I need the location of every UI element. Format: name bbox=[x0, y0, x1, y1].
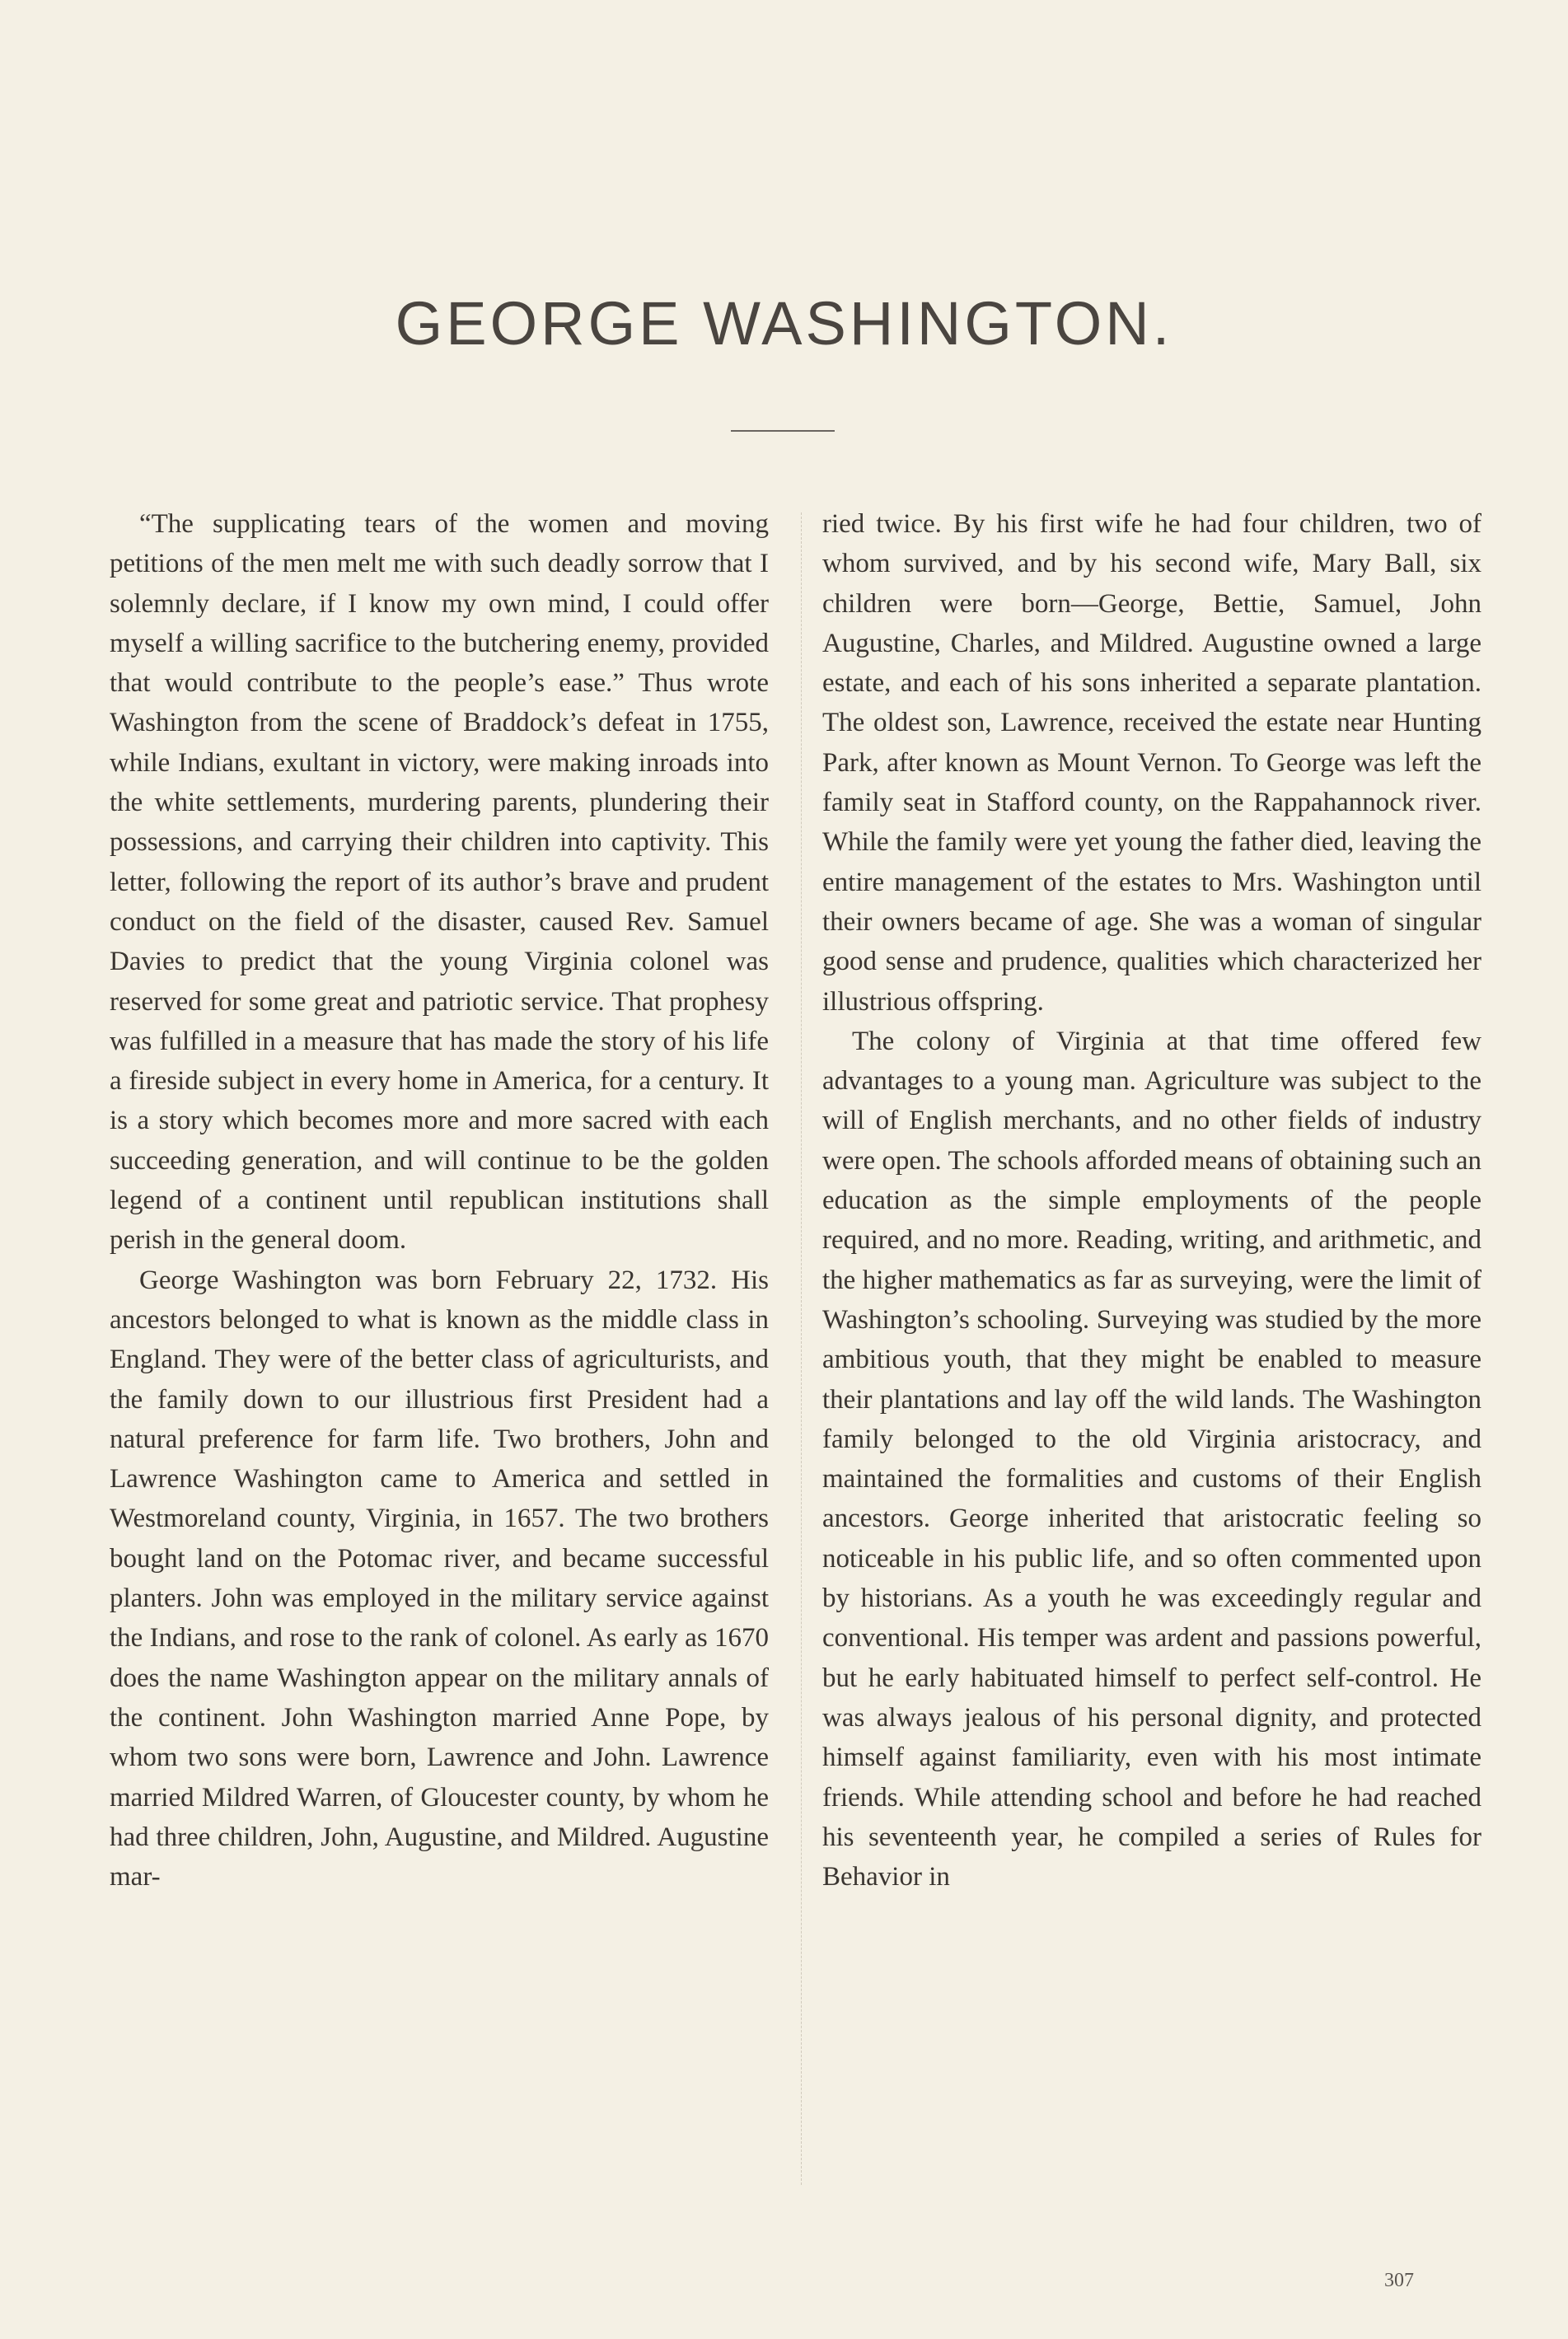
right-column bbox=[822, 504, 1481, 1897]
page-number: 307 bbox=[1384, 2270, 1414, 2291]
left-column bbox=[110, 504, 769, 1897]
page-title: GEORGE WASHINGTON. bbox=[395, 289, 1173, 358]
paragraph: The colony of Virginia at that time offered few advantages to a young man. Agriculture was subject to the will of English merchants, and no other fields of industry were open. The schools afforded means of obtaining such an education as the simple employments of the people required, and no more. Reading, writing, and arithmetic, and the higher mathematics as far as surveying, were the limit of Washington’s schooling. Surveying was studied by the more ambitious youth, that they might be enabled to measure their plantations and lay off the wild lands. The Washington family belonged to the old Virginia aristocracy, and maintained the formalities and customs of their English ancestors. George inherited that aristocratic feeling so noticeable in his public life, and so often commented upon by historians. As a youth he was exceedingly regular and conventional. His temper was ardent and passions powerful, but he early habituated himself to perfect self-control. He was always jealous of his personal dignity, and protected himself against familiarity, even with his most intimate friends. While attending school and before he had reached his seventeenth year, he compiled a series of Rules for Behavior in bbox=[822, 1026, 1482, 1892]
paragraph: George Washington was born February 22, 1732. His ancestors belonged to what is known as the middle class in England. They were of the better class of agriculturists, and the family down to our illustrious first President had a natural preference for farm life. Two brothers, John and Lawrence Washington came to America and settled in Westmoreland county, Virginia, in 1657. The two brothers bought land on the Potomac river, and became successful planters. John was employed in the military service against the Indians, and rose to the rank of colonel. As early as 1670 does the name Washington appear on the military annals of the continent. John Washington married Anne Pope, by whom two sons were born, Lawrence and John. Lawrence married Mildred Warren, of Gloucester county, by whom he had three children, John, Augustine, and Mildred. Augustine mar- bbox=[110, 1265, 769, 1892]
title-rule bbox=[731, 430, 835, 432]
column-divider bbox=[801, 512, 802, 2185]
paragraph: “The supplicating tears of the women and moving petitions of the men melt me with such deadly sorrow that I solemnly declare, if I know my own mind, I could offer myself a willing sacrifice to the butchering enemy, provided that would contribute to the people’s ease.” Thus wrote Washington from the scene of Braddock’s defeat in 1755, while Indians, exultant in victory, were making inroads into the white settlements, murdering parents, plundering their possessions, and carrying their children into captivity. This letter, following the report of its author’s brave and prudent conduct on the field of the disaster, caused Rev. Samuel Davies to predict that the young Virginia colonel was reserved for some great and patriotic service. That prophesy was fulfilled in a measure that has made the story of his life a fireside subject in every home in America, for a century. It is a story which becomes more and more sacred with each succeeding generation, and will continue to be the golden legend of a continent until republican institutions shall perish in the general doom. bbox=[110, 509, 769, 1256]
paragraph: ried twice. By his first wife he had four children, two of whom survived, and by his second wife, Mary Ball, six children were born—George, Bettie, Samuel, John Augustine, Charles, and Mildred. Augustine owned a large estate, and each of his sons inherited a separate plantation. The oldest son, Lawrence, received the estate near Hunting Park, after known as Mount Vernon. To George was left the family seat in Stafford county, on the Rappahannock river. While the family were yet young the father died, leaving the entire management of the estates to Mrs. Washington until their owners became of age. She was a woman of singular good sense and prudence, qualities which characterized her illustrious offspring. bbox=[822, 509, 1481, 1017]
